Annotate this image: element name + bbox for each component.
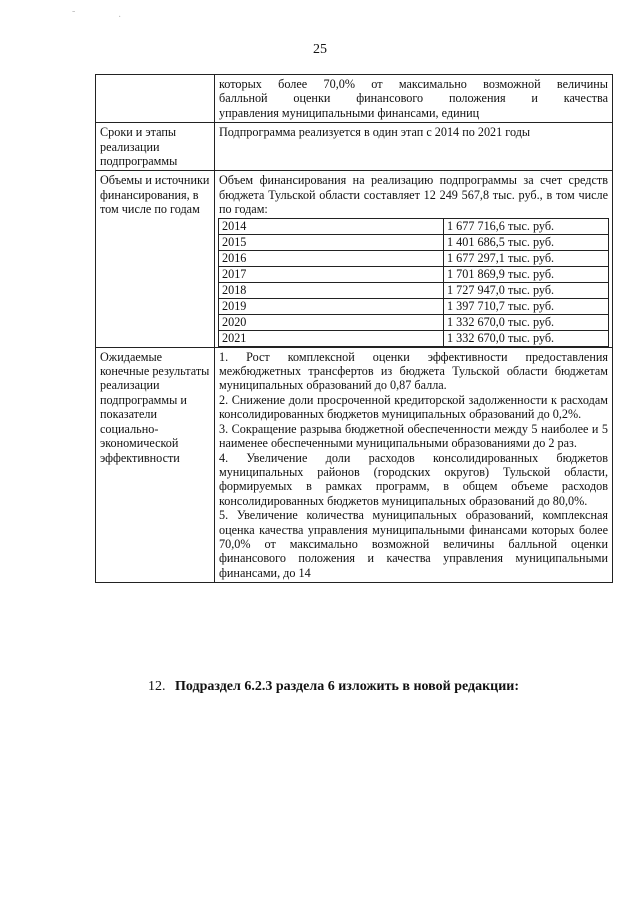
amount-cell: 1 332 670,0 тыс. руб. [444,314,609,330]
results-label: Ожидаемые конечные результаты реализации подпрограммы и показатели социально-экономической эффективности [96,347,215,583]
empty-label-cell [96,75,215,123]
continuation-line: которых более 70,0% от максимально возможной величины [219,77,608,91]
amount-cell: 1 397 710,7 тыс. руб. [444,298,609,314]
year-cell: 2018 [219,282,444,298]
table-row [96,171,613,347]
amount-cell: 1 701 869,9 тыс. руб. [444,266,609,282]
result-item: 3. Сокращение разрыва бюджетной обеспеченности между 5 наиболее и 5 наименее обеспеченными муниципальными образованиями до 2 раз. [219,421,608,451]
funding-intro: Объем финансирования на реализацию подпрограммы за счет средств бюджета Тульской области составляет 12 249 567,8 тыс. руб., в том числе по годам: [219,173,608,217]
amount-cell: 1 727 947,0 тыс. руб. [444,282,609,298]
result-item: 1. Рост комплексной оценки эффективности предоставления межбюджетных трансфертов из бюджета Тульской области бюджетам муниципальных образований до 0,87 балла. [219,349,608,393]
amendment-instruction [148,679,519,695]
result-item: 2. Снижение доли просроченной кредиторской задолженности к расходам консолидированных бюджетов муниципальных образований до 0,2%. [219,392,608,422]
year-row [219,250,609,266]
year-row [219,266,609,282]
results-cell [215,347,613,583]
subprogram-passport-table [95,74,613,583]
year-row [219,330,609,346]
continuation-line: управления муниципальными финансами, единиц [219,105,480,120]
continuation-line: балльной оценки финансового положения и качества [219,91,608,106]
table-row [96,75,613,123]
year-cell: 2017 [219,266,444,282]
result-item: 5. Увеличение количества муниципальных образований, комплексная оценка качества управления муниципальными финансами которых более 70,0% от максимально возможной величины балльной оценки финансового положения и качества управления муниципальными финансами, до 14 [219,508,608,580]
amount-cell: 1 401 686,5 тыс. руб. [444,234,609,250]
year-row [219,218,609,234]
year-cell: 2020 [219,314,444,330]
year-row [219,298,609,314]
year-cell: 2021 [219,330,444,346]
result-item: 4. Увеличение доли расходов консолидированных бюджетов муниципальных районов (городских округов) Тульской области, формируемых в рамках программ, в общем объеме расходов консолидированных бюджетов муниципальных образований до 80,0%. [219,450,608,508]
table-row [96,347,613,583]
amount-cell: 1 332 670,0 тыс. руб. [444,330,609,346]
year-cell: 2015 [219,234,444,250]
year-row [219,234,609,250]
amount-cell: 1 677 297,1 тыс. руб. [444,250,609,266]
instruction-text: Подраздел 6.2.3 раздела 6 изложить в новой редакции: [175,679,520,694]
instruction-number: 12. [148,679,166,694]
year-cell: 2016 [219,250,444,266]
funding-cell [215,171,613,347]
page-number: 25 [313,42,327,57]
table-row [96,123,613,171]
periods-value: Подпрограмма реализуется в один этап с 2014 по 2021 годы [215,123,613,171]
year-cell: 2019 [219,298,444,314]
year-row [219,282,609,298]
scan-mark: · [118,12,122,23]
year-cell: 2014 [219,218,444,234]
funding-label: Объемы и источники финансирования, в том числе по годам [96,171,215,347]
funding-years-table [218,218,609,347]
continuation-cell [215,75,613,123]
year-row [219,314,609,330]
periods-label: Сроки и этапы реализации подпрограммы [96,123,215,171]
amount-cell: 1 677 716,6 тыс. руб. [444,218,609,234]
scan-mark: - [72,6,76,17]
